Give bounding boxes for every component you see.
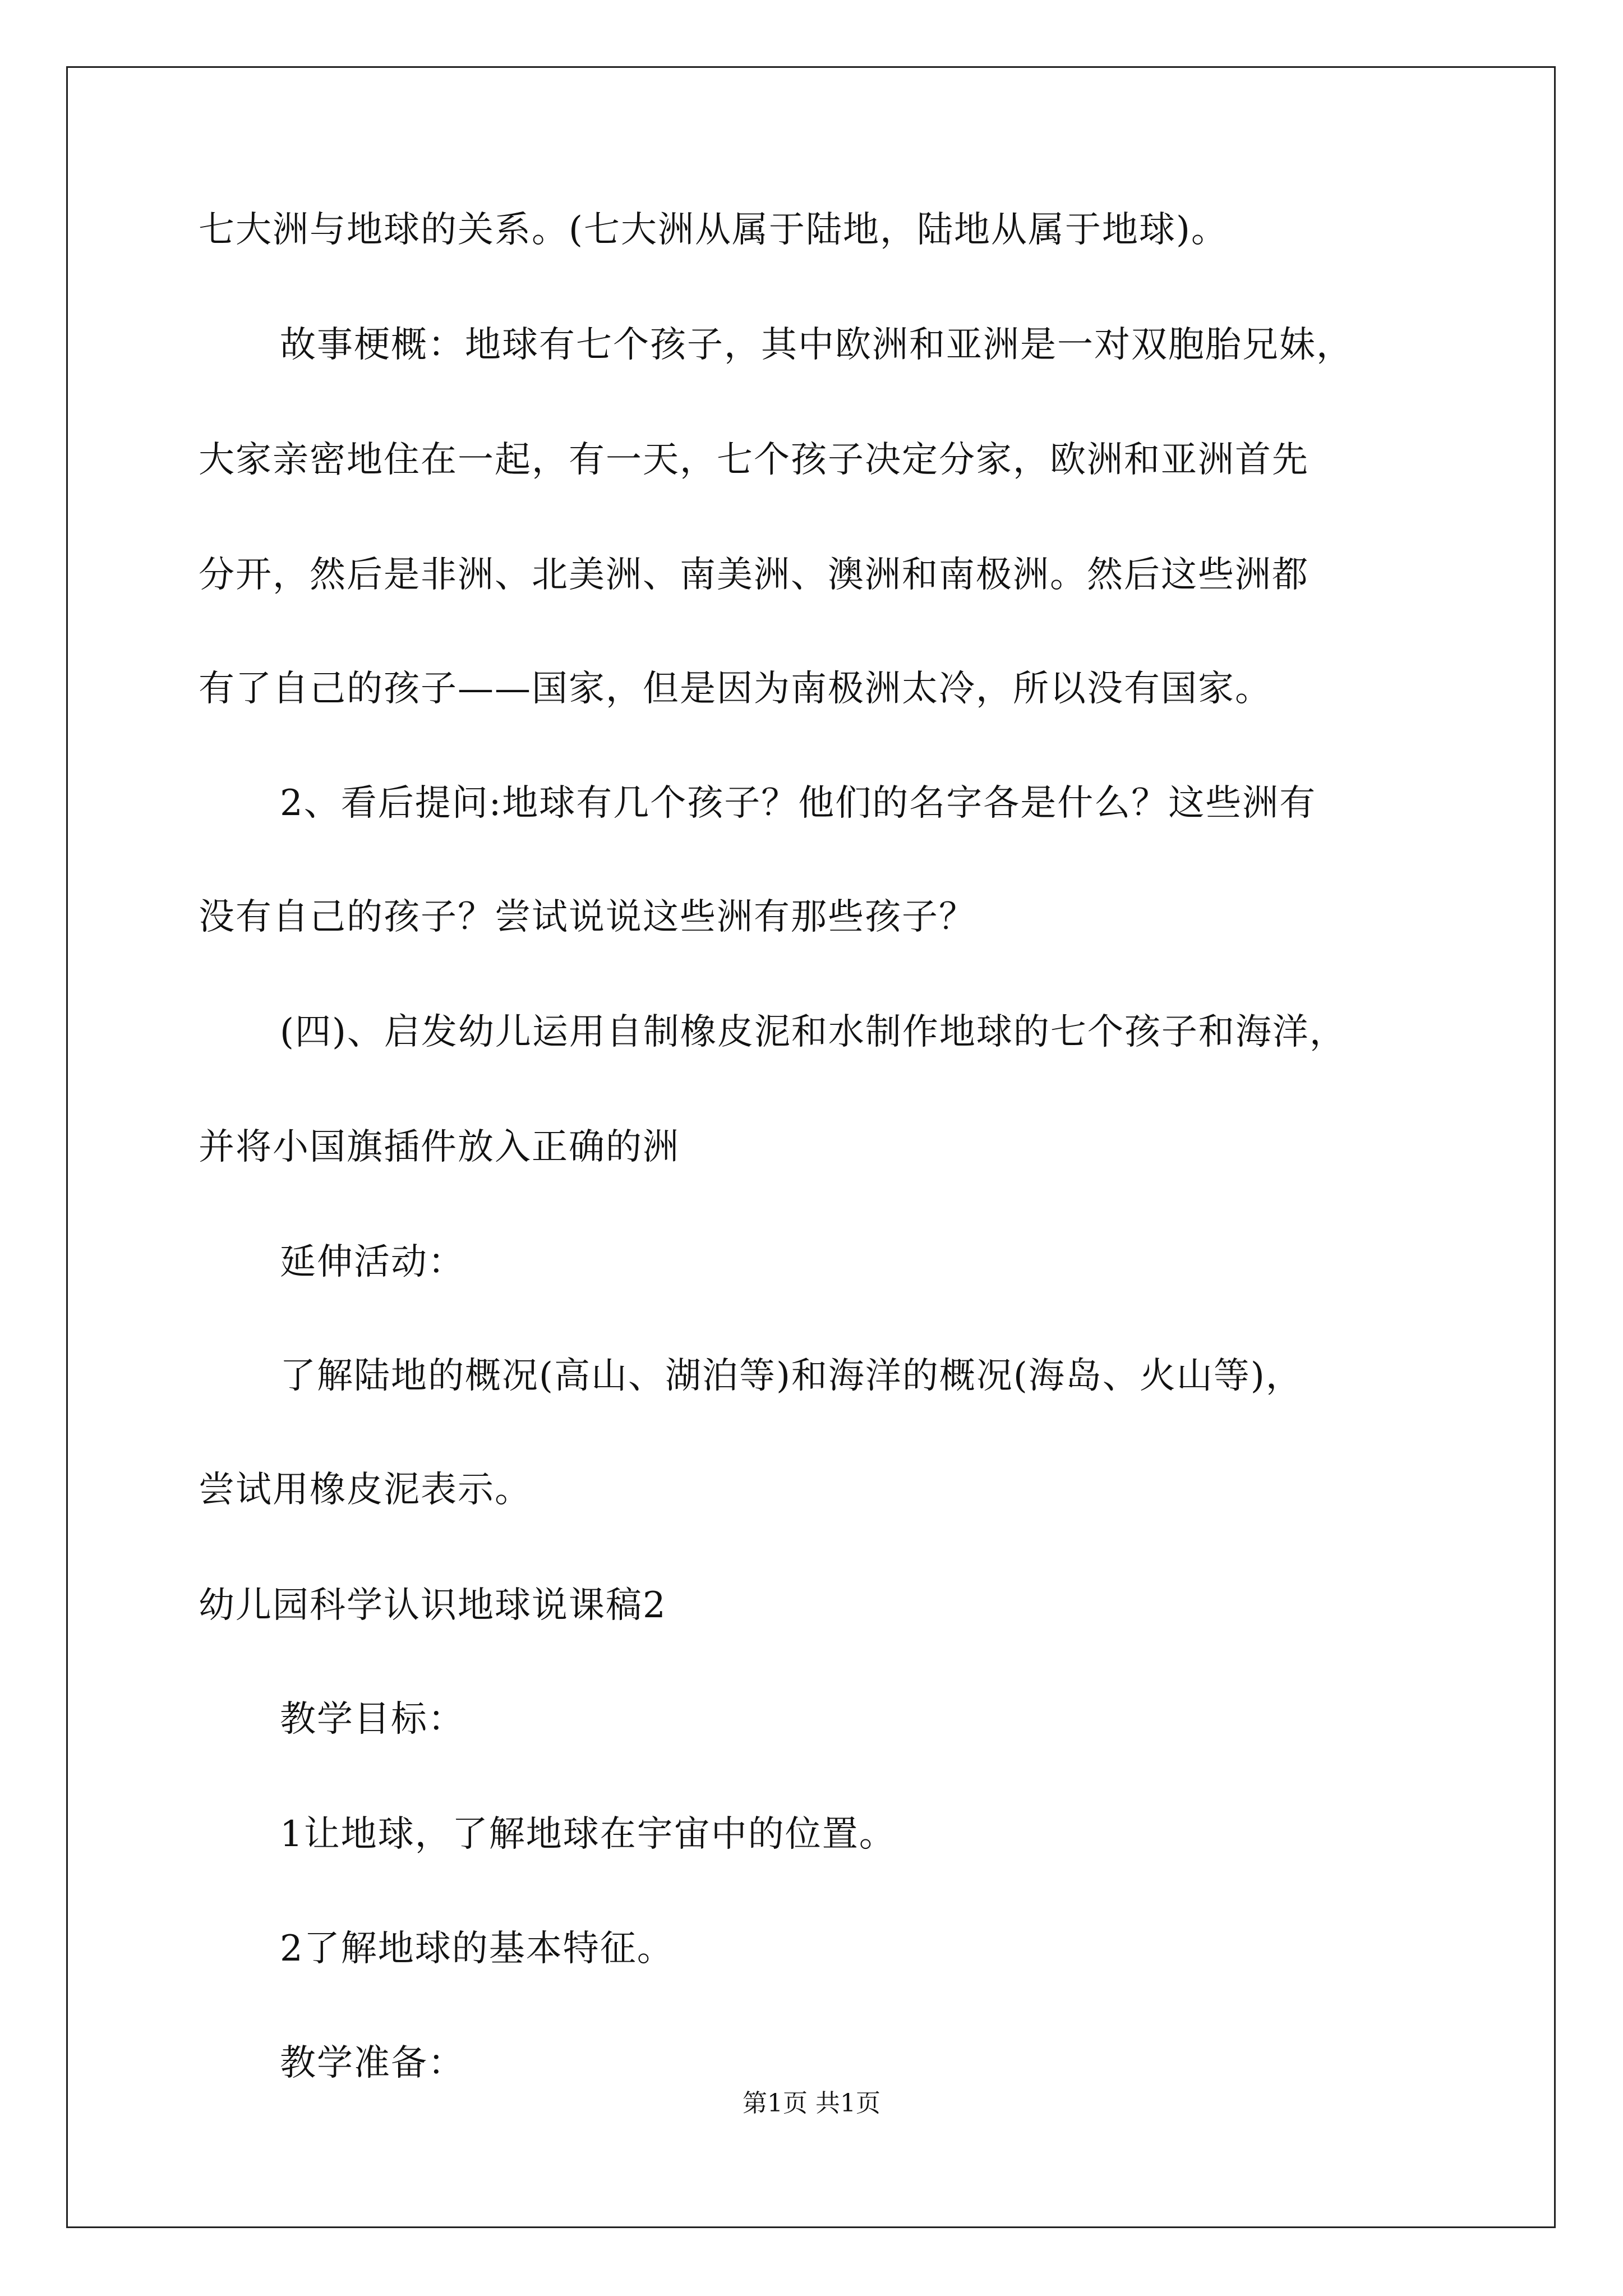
paragraph-line: 尝试用橡皮泥表示。	[199, 1469, 532, 1511]
document-title: 幼儿园科学认识地球说课稿2	[199, 1585, 667, 1626]
section-heading: 延伸活动：	[280, 1241, 465, 1283]
section-heading: 教学准备：	[280, 2042, 465, 2084]
paragraph-line: 有了自己的孩子——国家，但是因为南极洲太冷，所以没有国家。	[199, 668, 1272, 710]
paragraph-line: 没有自己的孩子？尝试说说这些洲有那些孩子？	[199, 896, 976, 938]
page-footer: 第1页 共1页	[743, 2089, 880, 2118]
list-item: 1让地球，了解地球在宇宙中的位置。	[280, 1814, 896, 1855]
paragraph-line: 七大洲与地球的关系。(七大洲从属于陆地，陆地从属于地球)。	[199, 209, 1228, 251]
paragraph-line: (四)、启发幼儿运用自制橡皮泥和水制作地球的七个孩子和海洋，	[280, 1011, 1347, 1053]
paragraph-line: 2、看后提问:地球有几个孩子？他们的名字各是什么？这些洲有	[280, 783, 1317, 824]
paragraph-line: 故事梗概：地球有七个孩子，其中欧洲和亚洲是一对双胞胎兄妹，	[280, 324, 1353, 366]
section-heading: 教学目标：	[280, 1699, 465, 1740]
list-item: 2了解地球的基本特征。	[280, 1928, 674, 1970]
paragraph-line: 了解陆地的概况(高山、湖泊等)和海洋的概况(海岛、火山等)，	[280, 1355, 1303, 1397]
paragraph-line: 分开，然后是非洲、北美洲、南美洲、澳洲和南极洲。然后这些洲都	[199, 554, 1309, 596]
paragraph-line: 大家亲密地住在一起，有一天，七个孩子决定分家，欧洲和亚洲首先	[199, 439, 1309, 481]
paragraph-line: 并将小国旗插件放入正确的洲	[199, 1126, 680, 1168]
